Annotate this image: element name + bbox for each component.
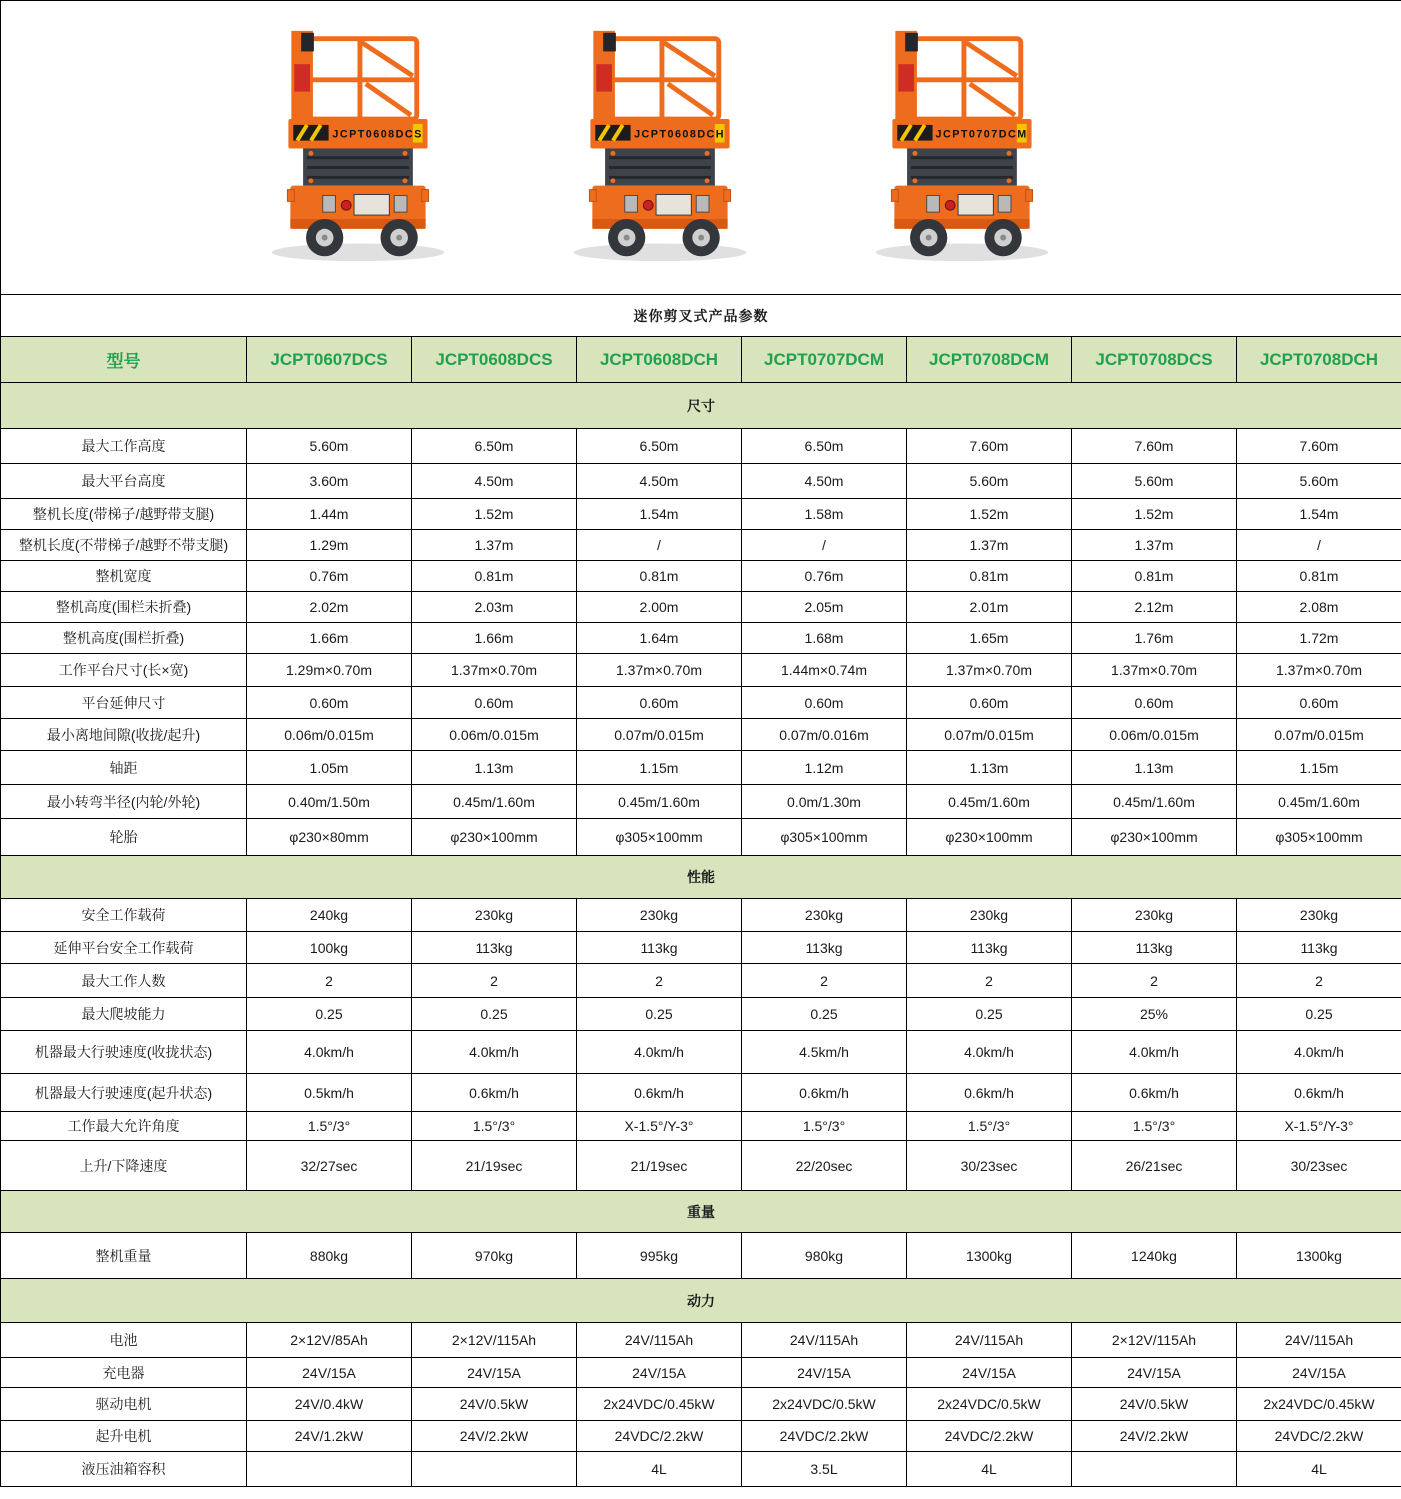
spec-value-cell: 230kg: [1072, 899, 1237, 932]
spec-value-cell: 0.60m: [1237, 687, 1401, 719]
spec-value-cell: 1.5°/3°: [247, 1112, 412, 1141]
section-header-row: [1, 856, 1401, 899]
spec-value-cell: 0.6km/h: [1072, 1074, 1237, 1112]
spec-value-cell: 0.25: [247, 998, 412, 1031]
spec-value-cell: 1.37m×0.70m: [907, 654, 1072, 687]
model-header-row: [1, 337, 1401, 383]
spec-value-cell: 24V/115Ah: [907, 1323, 1072, 1358]
spec-value-cell: 0.0m/1.30m: [742, 785, 907, 819]
spec-value-cell: 2x24VDC/0.45kW: [577, 1388, 742, 1421]
spec-value-cell: 1.05m: [247, 751, 412, 785]
spec-row: [1, 1112, 1401, 1141]
spec-value-cell: 2.05m: [742, 592, 907, 623]
spec-row-label: 充电器: [1, 1358, 247, 1388]
spec-value-cell: 24V/0.4kW: [247, 1388, 412, 1421]
spec-row-label: 最小转弯半径(内轮/外轮): [1, 785, 247, 819]
spec-value-cell: 24V/115Ah: [1237, 1323, 1401, 1358]
spec-value-cell: 26/21sec: [1072, 1141, 1237, 1191]
spec-value-cell: 3.60m: [247, 464, 412, 499]
spec-value-cell: X-1.5°/Y-3°: [577, 1112, 742, 1141]
spec-value-cell: 1.37m×0.70m: [1237, 654, 1401, 687]
spec-value-cell: 0.25: [1237, 998, 1401, 1031]
spec-value-cell: [412, 1452, 577, 1487]
spec-value-cell: 24V/15A: [1237, 1358, 1401, 1388]
spec-value-cell: 5.60m: [1072, 464, 1237, 499]
spec-value-cell: 24V/15A: [577, 1358, 742, 1388]
spec-value-cell: 4L: [1237, 1452, 1401, 1487]
section-title: 性能: [1, 856, 1401, 899]
section-title: 尺寸: [1, 383, 1401, 429]
spec-value-cell: 113kg: [577, 932, 742, 964]
model-column-header: JCPT0707DCM: [742, 337, 907, 383]
spec-value-cell: 230kg: [577, 899, 742, 932]
spec-value-cell: 0.76m: [247, 561, 412, 592]
spec-value-cell: 0.81m: [907, 561, 1072, 592]
spec-value-cell: 24V/15A: [907, 1358, 1072, 1388]
spec-value-cell: 0.6km/h: [742, 1074, 907, 1112]
spec-value-cell: 6.50m: [412, 429, 577, 464]
spec-value-cell: 0.60m: [742, 687, 907, 719]
model-column-header: JCPT0708DCH: [1237, 337, 1401, 383]
spec-row-label: 起升电机: [1, 1421, 247, 1452]
model-column-header: JCPT0708DCM: [907, 337, 1072, 383]
spec-value-cell: φ230×100mm: [412, 819, 577, 856]
product-images: [4, 1, 1398, 294]
model-column-header: JCPT0608DCS: [412, 337, 577, 383]
spec-value-cell: [1072, 1452, 1237, 1487]
spec-value-cell: 970kg: [412, 1233, 577, 1279]
spec-row: [1, 561, 1401, 592]
spec-value-cell: 1.5°/3°: [742, 1112, 907, 1141]
spec-row-label: 最大平台高度: [1, 464, 247, 499]
spec-row-label: 液压油箱容积: [1, 1452, 247, 1487]
spec-value-cell: 2.01m: [907, 592, 1072, 623]
spec-value-cell: 1.52m: [907, 499, 1072, 530]
spec-row-label: 整机长度(带梯子/越野带支腿): [1, 499, 247, 530]
spec-value-cell: 4.0km/h: [907, 1031, 1072, 1074]
product-image-scissor-lift-2: [564, 23, 754, 268]
model-column-header: JCPT0708DCS: [1072, 337, 1237, 383]
spec-value-cell: 1.68m: [742, 623, 907, 654]
spec-value-cell: 2×12V/115Ah: [1072, 1323, 1237, 1358]
spec-row: [1, 751, 1401, 785]
spec-value-cell: 4.50m: [742, 464, 907, 499]
spec-row: [1, 1421, 1401, 1452]
spec-value-cell: 113kg: [1072, 932, 1237, 964]
spec-value-cell: 1.37m: [412, 530, 577, 561]
spec-value-cell: 230kg: [412, 899, 577, 932]
spec-value-cell: 0.81m: [577, 561, 742, 592]
spec-value-cell: 2.00m: [577, 592, 742, 623]
spec-value-cell: 5.60m: [907, 464, 1072, 499]
spec-value-cell: 4L: [907, 1452, 1072, 1487]
spec-value-cell: 24V/15A: [742, 1358, 907, 1388]
spec-value-cell: 980kg: [742, 1233, 907, 1279]
spec-value-cell: 5.60m: [247, 429, 412, 464]
spec-row: [1, 1388, 1401, 1421]
spec-value-cell: /: [742, 530, 907, 561]
spec-value-cell: 2: [1072, 964, 1237, 998]
spec-value-cell: 1.37m×0.70m: [577, 654, 742, 687]
spec-value-cell: 1.64m: [577, 623, 742, 654]
spec-value-cell: φ305×100mm: [1237, 819, 1401, 856]
spec-value-cell: 0.07m/0.016m: [742, 719, 907, 751]
spec-value-cell: 1.52m: [412, 499, 577, 530]
spec-value-cell: 1.29m×0.70m: [247, 654, 412, 687]
spec-value-cell: 24V/2.2kW: [412, 1421, 577, 1452]
spec-row: [1, 998, 1401, 1031]
spec-value-cell: X-1.5°/Y-3°: [1237, 1112, 1401, 1141]
spec-value-cell: 240kg: [247, 899, 412, 932]
spec-value-cell: φ230×100mm: [907, 819, 1072, 856]
spec-value-cell: 4.50m: [577, 464, 742, 499]
spec-value-cell: 0.6km/h: [577, 1074, 742, 1112]
spec-value-cell: 0.25: [577, 998, 742, 1031]
spec-value-cell: 2×12V/85Ah: [247, 1323, 412, 1358]
spec-value-cell: 4.50m: [412, 464, 577, 499]
spec-value-cell: 2.02m: [247, 592, 412, 623]
spec-value-cell: 230kg: [1237, 899, 1401, 932]
spec-row: [1, 932, 1401, 964]
spec-value-cell: 230kg: [907, 899, 1072, 932]
spec-row: [1, 592, 1401, 623]
spec-value-cell: 100kg: [247, 932, 412, 964]
spec-row-label: 工作平台尺寸(长×宽): [1, 654, 247, 687]
spec-value-cell: 1.37m×0.70m: [412, 654, 577, 687]
spec-value-cell: 113kg: [412, 932, 577, 964]
spec-value-cell: 1.15m: [1237, 751, 1401, 785]
spec-value-cell: 0.60m: [247, 687, 412, 719]
spec-value-cell: 2.12m: [1072, 592, 1237, 623]
spec-value-cell: 1.13m: [1072, 751, 1237, 785]
product-model-label: JCPT0608DCS: [332, 128, 423, 141]
spec-value-cell: 113kg: [1237, 932, 1401, 964]
spec-value-cell: 3.5L: [742, 1452, 907, 1487]
spec-value-cell: 0.81m: [412, 561, 577, 592]
spec-row-label: 整机宽度: [1, 561, 247, 592]
spec-value-cell: 0.07m/0.015m: [1237, 719, 1401, 751]
spec-value-cell: 30/23sec: [1237, 1141, 1401, 1191]
spec-value-cell: 0.06m/0.015m: [1072, 719, 1237, 751]
spec-row: [1, 1074, 1401, 1112]
spec-row-label: 最大爬坡能力: [1, 998, 247, 1031]
spec-value-cell: 1.5°/3°: [907, 1112, 1072, 1141]
spec-row: [1, 1452, 1401, 1487]
spec-value-cell: 1.66m: [412, 623, 577, 654]
spec-value-cell: 21/19sec: [412, 1141, 577, 1191]
model-column-header: JCPT0608DCH: [577, 337, 742, 383]
spec-value-cell: 880kg: [247, 1233, 412, 1279]
spec-value-cell: 1300kg: [907, 1233, 1072, 1279]
spec-value-cell: 24VDC/2.2kW: [1237, 1421, 1401, 1452]
spec-value-cell: 1.58m: [742, 499, 907, 530]
spec-value-cell: 2: [1237, 964, 1401, 998]
section-title: 重量: [1, 1191, 1401, 1233]
spec-value-cell: /: [577, 530, 742, 561]
spec-row: [1, 719, 1401, 751]
spec-value-cell: 2x24VDC/0.5kW: [907, 1388, 1072, 1421]
spec-value-cell: 7.60m: [1072, 429, 1237, 464]
product-image-scissor-lift-3: [866, 23, 1056, 268]
spec-value-cell: 0.45m/1.60m: [577, 785, 742, 819]
spec-value-cell: 1240kg: [1072, 1233, 1237, 1279]
spec-value-cell: /: [1237, 530, 1401, 561]
spec-value-cell: 0.45m/1.60m: [412, 785, 577, 819]
spec-row-label: 整机重量: [1, 1233, 247, 1279]
spec-value-cell: 24V/15A: [412, 1358, 577, 1388]
section-header-row: [1, 1191, 1401, 1233]
spec-value-cell: 1.13m: [907, 751, 1072, 785]
spec-value-cell: 0.06m/0.015m: [247, 719, 412, 751]
spec-row-label: 工作最大允许角度: [1, 1112, 247, 1141]
spec-value-cell: 24V/15A: [1072, 1358, 1237, 1388]
spec-value-cell: 4.5km/h: [742, 1031, 907, 1074]
spec-value-cell: 230kg: [742, 899, 907, 932]
spec-row: [1, 1233, 1401, 1279]
spec-row-label: 最大工作高度: [1, 429, 247, 464]
spec-value-cell: 24V/115Ah: [742, 1323, 907, 1358]
product-images-cell: [1, 1, 1401, 295]
section-header-row: [1, 1279, 1401, 1323]
spec-value-cell: 24V/1.2kW: [247, 1421, 412, 1452]
spec-value-cell: 1.37m: [907, 530, 1072, 561]
spec-value-cell: 0.60m: [1072, 687, 1237, 719]
spec-value-cell: 22/20sec: [742, 1141, 907, 1191]
spec-row-label: 整机高度(围栏未折叠): [1, 592, 247, 623]
spec-row-label: 整机长度(不带梯子/越野不带支腿): [1, 530, 247, 561]
spec-value-cell: 24VDC/2.2kW: [907, 1421, 1072, 1452]
spec-row: [1, 1358, 1401, 1388]
product-model-label: JCPT0707DCM: [935, 128, 1028, 141]
spec-value-cell: 0.81m: [1072, 561, 1237, 592]
model-column-header: JCPT0607DCS: [247, 337, 412, 383]
spec-value-cell: 24V/2.2kW: [1072, 1421, 1237, 1452]
spec-value-cell: 4L: [577, 1452, 742, 1487]
spec-value-cell: φ305×100mm: [742, 819, 907, 856]
spec-value-cell: 1.37m: [1072, 530, 1237, 561]
spec-value-cell: 4.0km/h: [577, 1031, 742, 1074]
spec-value-cell: 113kg: [907, 932, 1072, 964]
product-model-label: JCPT0608DCH: [634, 128, 726, 141]
spec-value-cell: 24V/115Ah: [577, 1323, 742, 1358]
spec-value-cell: 2.03m: [412, 592, 577, 623]
spec-value-cell: 4.0km/h: [1237, 1031, 1401, 1074]
spec-value-cell: 24V/0.5kW: [412, 1388, 577, 1421]
spec-value-cell: 1.5°/3°: [412, 1112, 577, 1141]
spec-row: [1, 499, 1401, 530]
spec-row: [1, 899, 1401, 932]
spec-row: [1, 464, 1401, 499]
product-image-scissor-lift-1: [262, 23, 452, 268]
spec-value-cell: 2: [577, 964, 742, 998]
spec-value-cell: 24VDC/2.2kW: [742, 1421, 907, 1452]
spec-value-cell: 6.50m: [577, 429, 742, 464]
spec-row: [1, 785, 1401, 819]
spec-row: [1, 1323, 1401, 1358]
spec-row-label: 电池: [1, 1323, 247, 1358]
spec-value-cell: φ230×80mm: [247, 819, 412, 856]
spec-value-cell: 1.52m: [1072, 499, 1237, 530]
spec-row-label: 平台延伸尺寸: [1, 687, 247, 719]
spec-row-label: 机器最大行驶速度(起升状态): [1, 1074, 247, 1112]
spec-row: [1, 964, 1401, 998]
spec-row: [1, 429, 1401, 464]
spec-value-cell: 2x24VDC/0.5kW: [742, 1388, 907, 1421]
spec-value-cell: 0.06m/0.015m: [412, 719, 577, 751]
spec-value-cell: 1.76m: [1072, 623, 1237, 654]
product-images-row: [1, 1, 1401, 295]
spec-value-cell: 1.44m: [247, 499, 412, 530]
spec-value-cell: 1300kg: [1237, 1233, 1401, 1279]
spec-value-cell: 0.81m: [1237, 561, 1401, 592]
spec-value-cell: 1.65m: [907, 623, 1072, 654]
spec-row: [1, 1141, 1401, 1191]
spec-row-label: 安全工作载荷: [1, 899, 247, 932]
spec-row-label: 最小离地间隙(收拢/起升): [1, 719, 247, 751]
spec-value-cell: 4.0km/h: [247, 1031, 412, 1074]
spec-value-cell: φ305×100mm: [577, 819, 742, 856]
spec-row: [1, 1031, 1401, 1074]
spec-value-cell: 1.66m: [247, 623, 412, 654]
spec-value-cell: 7.60m: [1237, 429, 1401, 464]
spec-row-label: 驱动电机: [1, 1388, 247, 1421]
page-title: 迷你剪叉式产品参数: [1, 295, 1401, 337]
spec-row-label: 机器最大行驶速度(收拢状态): [1, 1031, 247, 1074]
spec-value-cell: 4.0km/h: [1072, 1031, 1237, 1074]
spec-row-label: 轴距: [1, 751, 247, 785]
spec-value-cell: 2.08m: [1237, 592, 1401, 623]
spec-row-label: 延伸平台安全工作载荷: [1, 932, 247, 964]
spec-value-cell: 0.6km/h: [907, 1074, 1072, 1112]
spec-value-cell: 5.60m: [1237, 464, 1401, 499]
spec-value-cell: 2: [907, 964, 1072, 998]
spec-value-cell: 0.6km/h: [412, 1074, 577, 1112]
spec-value-cell: 2x24VDC/0.45kW: [1237, 1388, 1401, 1421]
spec-value-cell: 0.25: [907, 998, 1072, 1031]
spec-value-cell: 0.25: [412, 998, 577, 1031]
spec-value-cell: 2: [412, 964, 577, 998]
spec-row: [1, 623, 1401, 654]
spec-value-cell: 995kg: [577, 1233, 742, 1279]
spec-value-cell: 1.5°/3°: [1072, 1112, 1237, 1141]
spec-value-cell: 1.72m: [1237, 623, 1401, 654]
spec-value-cell: 6.50m: [742, 429, 907, 464]
spec-value-cell: 1.54m: [577, 499, 742, 530]
spec-value-cell: 0.40m/1.50m: [247, 785, 412, 819]
spec-value-cell: [247, 1452, 412, 1487]
spec-row-label: 最大工作人数: [1, 964, 247, 998]
spec-value-cell: 21/19sec: [577, 1141, 742, 1191]
spec-value-cell: 1.29m: [247, 530, 412, 561]
spec-value-cell: 2: [247, 964, 412, 998]
spec-value-cell: 0.25: [742, 998, 907, 1031]
spec-row: [1, 530, 1401, 561]
spec-row: [1, 687, 1401, 719]
spec-value-cell: 0.76m: [742, 561, 907, 592]
title-row: [1, 295, 1401, 337]
spec-value-cell: 7.60m: [907, 429, 1072, 464]
spec-value-cell: 0.60m: [907, 687, 1072, 719]
spec-value-cell: 2×12V/115Ah: [412, 1323, 577, 1358]
model-header-label: 型号: [1, 337, 247, 383]
spec-value-cell: φ230×100mm: [1072, 819, 1237, 856]
spec-value-cell: 0.45m/1.60m: [907, 785, 1072, 819]
spec-value-cell: 0.45m/1.60m: [1072, 785, 1237, 819]
spec-value-cell: 2: [742, 964, 907, 998]
spec-value-cell: 0.60m: [577, 687, 742, 719]
spec-value-cell: 24V/0.5kW: [1072, 1388, 1237, 1421]
section-header-row: [1, 383, 1401, 429]
spec-value-cell: 24V/15A: [247, 1358, 412, 1388]
spec-value-cell: 0.5km/h: [247, 1074, 412, 1112]
spec-value-cell: 1.13m: [412, 751, 577, 785]
spec-row-label: 轮胎: [1, 819, 247, 856]
spec-value-cell: 30/23sec: [907, 1141, 1072, 1191]
spec-value-cell: 1.37m×0.70m: [1072, 654, 1237, 687]
spec-value-cell: 0.07m/0.015m: [577, 719, 742, 751]
spec-value-cell: 0.45m/1.60m: [1237, 785, 1401, 819]
spec-value-cell: 1.54m: [1237, 499, 1401, 530]
section-title: 动力: [1, 1279, 1401, 1323]
spec-value-cell: 32/27sec: [247, 1141, 412, 1191]
spec-value-cell: 0.07m/0.015m: [907, 719, 1072, 751]
spec-value-cell: 1.15m: [577, 751, 742, 785]
spec-value-cell: 0.6km/h: [1237, 1074, 1401, 1112]
spec-row: [1, 819, 1401, 856]
spec-value-cell: 1.44m×0.74m: [742, 654, 907, 687]
spec-value-cell: 24VDC/2.2kW: [577, 1421, 742, 1452]
spec-value-cell: 4.0km/h: [412, 1031, 577, 1074]
spec-row: [1, 654, 1401, 687]
spec-row-label: 整机高度(围栏折叠): [1, 623, 247, 654]
spec-value-cell: 113kg: [742, 932, 907, 964]
spec-value-cell: 1.12m: [742, 751, 907, 785]
spec-value-cell: 0.60m: [412, 687, 577, 719]
spec-row-label: 上升/下降速度: [1, 1141, 247, 1191]
spec-value-cell: 25%: [1072, 998, 1237, 1031]
